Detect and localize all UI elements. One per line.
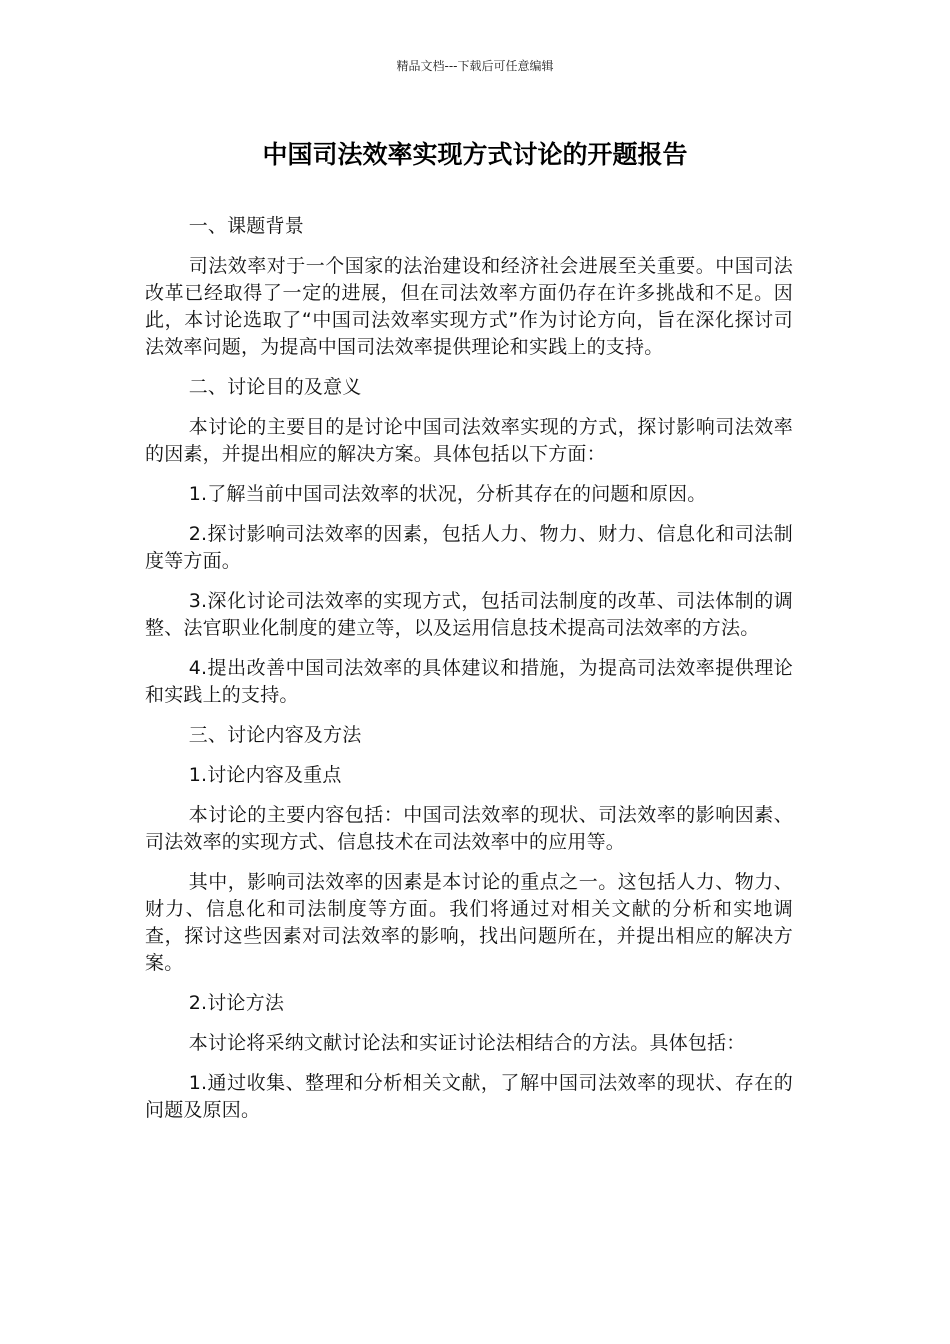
list-item-4: 4.提出改善中国司法效率的具体建议和措施，为提高司法效率提供理论和实践上的支持。 <box>145 657 793 706</box>
section-heading-content-method: 三、讨论内容及方法 <box>188 724 362 746</box>
header-note: 精品文档---下载后可任意编辑 <box>396 59 554 73</box>
subheading-method: 2.讨论方法 <box>188 992 285 1014</box>
list-item-3: 3.深化讨论司法效率的实现方式，包括司法制度的改革、司法体制的调整、法官职业化制度的建立等，以及运用信息技术提高司法效率的方法。 <box>145 590 793 639</box>
document-title: 中国司法效率实现方式讨论的开题报告 <box>262 140 688 169</box>
paragraph-background: 司法效率对于一个国家的法治建设和经济社会进展至关重要。中国司法改革已经取得了一定的进展，但在司法效率方面仍存在许多挑战和不足。因此，本讨论选取了“中国司法效率实现方式”作为讨论方向，旨在深化探讨司法效率问题，为提高中国司法效率提供理论和实践上的支持。 <box>145 255 793 358</box>
section-heading-purpose: 二、讨论目的及意义 <box>188 376 362 398</box>
section-heading-background: 一、课题背景 <box>188 215 304 237</box>
paragraph-focus: 其中，影响司法效率的因素是本讨论的重点之一。这包括人力、物力、财力、信息化和司法制度等方面。我们将通过对相关文献的分析和实地调查，探讨这些因素对司法效率的影响，找出问题所在，并提出相应的解决方案。 <box>145 871 793 974</box>
method-item-1: 1.通过收集、整理和分析相关文献，了解中国司法效率的现状、存在的问题及原因。 <box>145 1072 793 1121</box>
document-body <box>145 213 793 1137</box>
paragraph-purpose: 本讨论的主要目的是讨论中国司法效率实现的方式，探讨影响司法效率的因素，并提出相应的解决方案。具体包括以下方面： <box>145 416 793 465</box>
paragraph-content: 本讨论的主要内容包括：中国司法效率的现状、司法效率的影响因素、司法效率的实现方式、信息技术在司法效率中的应用等。 <box>145 804 793 853</box>
list-item-1: 1.了解当前中国司法效率的状况，分析其存在的问题和原因。 <box>188 483 707 505</box>
list-item-2: 2.探讨影响司法效率的因素，包括人力、物力、财力、信息化和司法制度等方面。 <box>145 523 793 572</box>
subheading-content: 1.讨论内容及重点 <box>188 764 342 786</box>
paragraph-method: 本讨论将采纳文献讨论法和实证讨论法相结合的方法。具体包括： <box>188 1032 746 1054</box>
